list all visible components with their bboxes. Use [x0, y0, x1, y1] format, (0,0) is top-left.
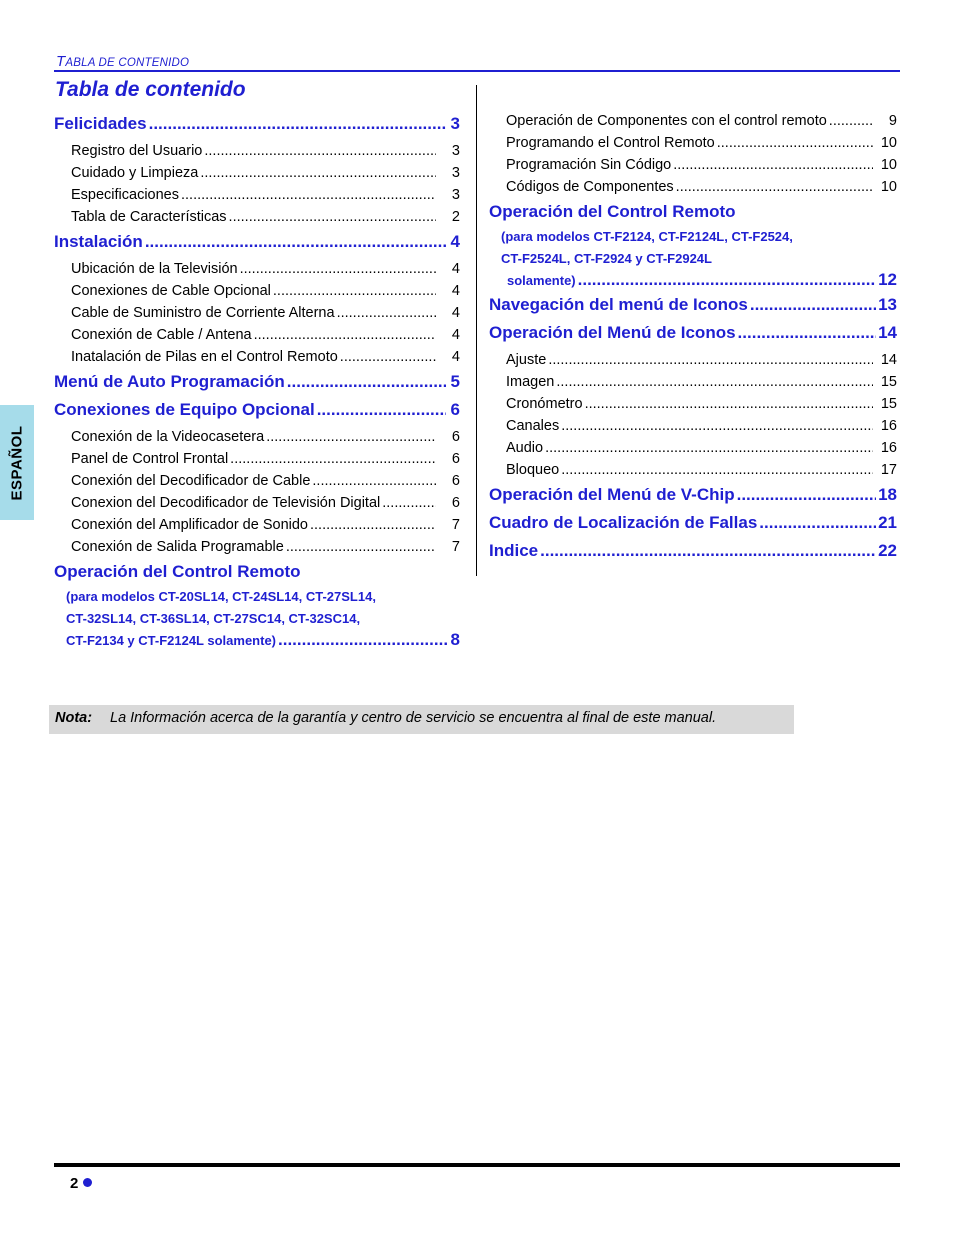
toc-subentry-page: 16 [880, 440, 897, 456]
leader-dots [578, 269, 876, 291]
toc-subentry-label: Ubicación de la Televisión [71, 261, 238, 277]
toc-subentry-page: 15 [880, 396, 897, 412]
toc-subentry-label: Conexión de la Videocasetera [71, 429, 265, 445]
toc-subentry-page: 10 [880, 135, 897, 151]
toc-subentry-page: 6 [451, 429, 460, 445]
toc-entry-vchip[interactable] [489, 481, 897, 509]
leader-dots [545, 437, 873, 459]
toc-entry-page: 5 [450, 372, 460, 391]
toc-entry-felicidades[interactable] [54, 110, 460, 138]
toc-subentry-label: Panel de Control Frontal [71, 451, 229, 467]
running-header-initial: T [56, 53, 66, 70]
toc-entry-page: 3 [450, 114, 460, 133]
toc-subentry[interactable] [54, 492, 460, 514]
toc-subentry-label: Imagen [506, 374, 555, 390]
language-side-tab-label: ESPAÑOL [8, 425, 26, 500]
toc-subentry-label: Programando el Control Remoto [506, 135, 715, 151]
toc-entry-label: Instalación [54, 232, 143, 251]
toc-subentry[interactable] [54, 140, 460, 162]
toc-entry-indice[interactable] [489, 537, 897, 565]
column-divider [476, 85, 477, 576]
note-text: La Información acerca de la garantía y centro de servicio se encuentra al final de este manual. [110, 710, 717, 726]
toc-subentry[interactable] [54, 346, 460, 368]
running-header-rest: ABLA DE CONTENIDO [65, 57, 190, 69]
toc-entry-page: 4 [450, 232, 460, 251]
leader-dots [149, 110, 446, 138]
toc-entry-page: 18 [878, 485, 897, 504]
toc-entry-label: Operación del Control Remoto [489, 202, 736, 221]
leader-dots [312, 470, 436, 492]
toc-subentry-label: Canales [506, 418, 560, 434]
leader-dots [676, 176, 873, 198]
toc-subentry-page: 6 [451, 495, 460, 511]
leader-dots [273, 280, 436, 302]
toc-subentry-page: 14 [880, 352, 897, 368]
toc-entry-label: Conexiones de Equipo Opcional [54, 400, 315, 419]
leader-dots [556, 371, 873, 393]
leader-dots [540, 537, 876, 565]
toc-subentry-page: 7 [451, 539, 460, 555]
leader-dots [717, 132, 873, 154]
toc-subentry-page: 7 [451, 517, 460, 533]
toc-subentry-label: Conexiones de Cable Opcional [71, 283, 271, 299]
toc-entry-menu-auto[interactable] [54, 368, 460, 396]
toc-subentry-page: 15 [880, 374, 897, 390]
toc-subentry[interactable] [54, 162, 460, 184]
toc-subentry-label: Bloqueo [506, 462, 560, 478]
toc-entry-page: 13 [878, 295, 897, 314]
toc-subentry[interactable] [489, 459, 897, 481]
toc-entry-page: 8 [450, 630, 460, 649]
toc-entry-page: 6 [450, 400, 460, 419]
leader-dots [286, 536, 436, 558]
toc-entry-operacion-menu-iconos[interactable] [489, 319, 897, 347]
toc-models-last-line[interactable] [54, 629, 460, 651]
toc-entry-label: Cuadro de Localización de Fallas [489, 513, 758, 532]
page-number-value: 2 [70, 1175, 79, 1192]
leader-dots [266, 426, 436, 448]
toc-models-line: (para modelos CT-20SL14, CT-24SL14, CT-27SL14, [66, 589, 376, 604]
toc-subentry-label: Programación Sin Código [506, 157, 672, 173]
leader-dots [230, 448, 436, 470]
toc-subentry[interactable] [489, 349, 897, 371]
toc-subentry[interactable] [54, 514, 460, 536]
toc-subentry[interactable] [54, 302, 460, 324]
toc-subentry-label: Registro del Usuario [71, 143, 203, 159]
toc-entry-operacion-control-a[interactable] [54, 558, 460, 586]
toc-left-column [54, 110, 460, 651]
toc-subentry-page: 6 [451, 473, 460, 489]
leader-dots [287, 368, 446, 396]
toc-subentry-page: 10 [880, 179, 897, 195]
running-header [56, 53, 189, 70]
page-number [70, 1175, 92, 1192]
toc-models-last-line[interactable] [489, 269, 897, 291]
toc-subentry[interactable] [54, 470, 460, 492]
toc-subentry-page: 4 [451, 283, 460, 299]
leader-dots [561, 415, 873, 437]
toc-subentry[interactable] [54, 184, 460, 206]
toc-models-line: CT-F2134 y CT-F2124L solamente) [66, 633, 277, 648]
toc-subentry[interactable] [54, 206, 460, 228]
toc-subentry[interactable] [489, 132, 897, 154]
toc-subentry-label: Operación de Componentes con el control remoto [506, 113, 827, 129]
toc-models-line: (para modelos CT-F2124, CT-F2124L, CT-F2524, [501, 229, 793, 244]
toc-subentry-label: Cronómetro [506, 396, 583, 412]
toc-subentry[interactable] [489, 371, 897, 393]
toc-subentry-page: 3 [451, 143, 460, 159]
toc-entry-operacion-control-b[interactable] [489, 198, 897, 226]
leader-dots [200, 162, 436, 184]
toc-models-line: CT-F2524L, CT-F2924 y CT-F2924L [501, 250, 712, 266]
toc-entry-label: Operación del Menú de Iconos [489, 323, 736, 342]
toc-subentry-label: Tabla de Características [71, 209, 227, 225]
top-rule [54, 70, 900, 72]
toc-subentry-label: Audio [506, 440, 544, 456]
toc-entry-label: Indice [489, 541, 539, 560]
toc-entry-label: Navegación del menú de Iconos [489, 295, 748, 314]
toc-subentry-page: 4 [451, 261, 460, 277]
toc-subentry[interactable] [54, 324, 460, 346]
toc-entry-fallas[interactable] [489, 509, 897, 537]
toc-subentry-label: Cable de Suministro de Corriente Alterna [71, 305, 335, 321]
toc-subentry-label: Códigos de Componentes [506, 179, 674, 195]
toc-entry-navegacion[interactable] [489, 291, 897, 319]
leader-dots [310, 514, 436, 536]
toc-subentry[interactable] [489, 176, 897, 198]
toc-subentry-page: 9 [888, 113, 897, 129]
toc-subentry[interactable] [54, 280, 460, 302]
toc-subentry[interactable] [489, 154, 897, 176]
toc-entry-instalacion[interactable] [54, 228, 460, 256]
toc-subentry-page: 4 [451, 327, 460, 343]
leader-dots [561, 459, 873, 481]
toc-subentry-page: 16 [880, 418, 897, 434]
toc-entry-page: 14 [878, 323, 897, 342]
toc-subentry[interactable] [489, 110, 897, 132]
toc-entry-page: 22 [878, 541, 897, 560]
toc-entry-label: Felicidades [54, 114, 147, 133]
toc-subentry[interactable] [489, 437, 897, 459]
toc-subentry-label: Cuidado y Limpieza [71, 165, 199, 181]
language-side-tab [0, 405, 34, 520]
leader-dots [382, 492, 436, 514]
leader-dots [673, 154, 873, 176]
toc-models-line: CT-32SL14, CT-36SL14, CT-27SC14, CT-32SC14, [66, 610, 361, 626]
toc-entry-label: Operación del Menú de V-Chip [489, 485, 735, 504]
leader-dots [145, 228, 446, 256]
toc-right-column [489, 110, 897, 565]
toc-subentry-page: 17 [880, 462, 897, 478]
leader-dots [254, 324, 436, 346]
leader-dots [204, 140, 436, 162]
note-label: Nota: [55, 710, 93, 726]
toc-subentry[interactable] [489, 393, 897, 415]
leader-dots [340, 346, 436, 368]
page-title: Tabla de contenido [55, 78, 246, 101]
leader-dots [829, 110, 873, 132]
leader-dots [738, 319, 877, 347]
note-box [49, 705, 794, 734]
toc-subentry-page: 3 [451, 165, 460, 181]
leader-dots [278, 629, 449, 651]
leader-dots [737, 481, 876, 509]
leader-dots [229, 206, 436, 228]
toc-subentry-label: Especificaciones [71, 187, 179, 203]
toc-subentry-label: Conexión de Salida Programable [71, 539, 284, 555]
leader-dots [240, 258, 436, 280]
toc-subentry-page: 10 [880, 157, 897, 173]
toc-subentry-page: 3 [451, 187, 460, 203]
toc-subentry[interactable] [54, 536, 460, 558]
toc-entry-label: Menú de Auto Programación [54, 372, 285, 391]
toc-subentry-page: 4 [451, 305, 460, 321]
toc-subentry-label: Conexión del Amplificador de Sonido [71, 517, 308, 533]
leader-dots [585, 393, 873, 415]
leader-dots [759, 509, 876, 537]
toc-entry-page: 12 [878, 270, 897, 289]
toc-entry-page: 21 [878, 513, 897, 532]
toc-subentry[interactable] [54, 258, 460, 280]
toc-subentry-page: 6 [451, 451, 460, 467]
leader-dots [337, 302, 436, 324]
toc-subentry-page: 4 [451, 349, 460, 365]
toc-subentry-label: Inatalación de Pilas en el Control Remoto [71, 349, 338, 365]
toc-entry-conexiones-equipo[interactable] [54, 396, 460, 424]
toc-subentry[interactable] [489, 415, 897, 437]
leader-dots [750, 291, 876, 319]
toc-subentry-label: Conexión del Decodificador de Cable [71, 473, 311, 489]
toc-subentry[interactable] [54, 448, 460, 470]
toc-subentry-page: 2 [451, 209, 460, 225]
bottom-rule [54, 1163, 900, 1167]
toc-subentry-label: Conexión de Cable / Antena [71, 327, 252, 343]
toc-entry-label: Operación del Control Remoto [54, 562, 301, 581]
bullet-icon [83, 1178, 92, 1187]
toc-subentry-label: Conexion del Decodificador de Televisión Digital [71, 495, 381, 511]
leader-dots [317, 396, 446, 424]
toc-subentry[interactable] [54, 426, 460, 448]
leader-dots [548, 349, 873, 371]
leader-dots [181, 184, 436, 206]
toc-subentry-label: Ajuste [506, 352, 547, 368]
toc-models-line: solamente) [507, 273, 576, 288]
